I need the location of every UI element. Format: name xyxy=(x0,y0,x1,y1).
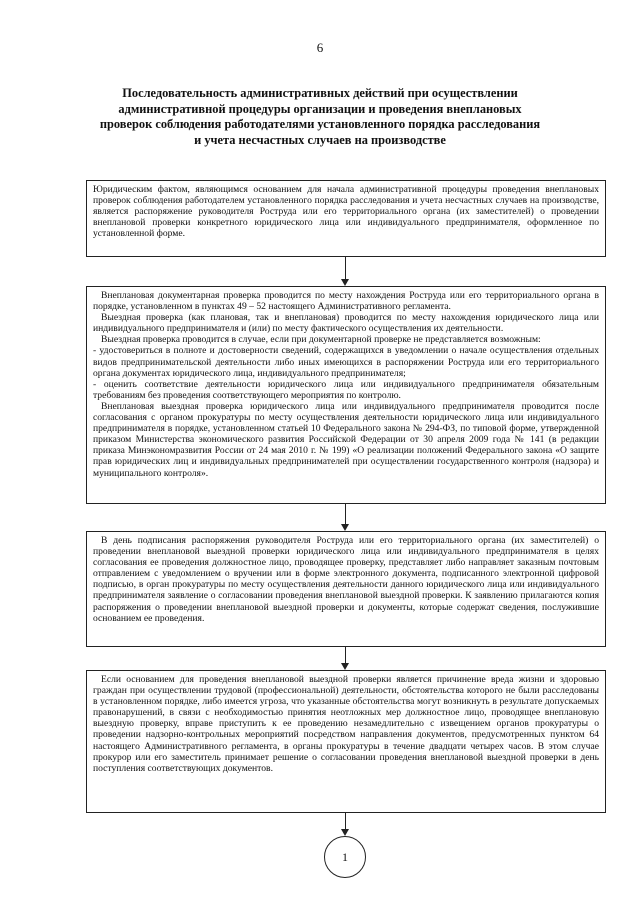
step-box-list-item: - удостовериться в полноте и достоверности сведений, содержащихся в уведомлении о начале осуществления отдельных видов предпринимательской деятельности либо иных имеющихся в распоряжении Роструда или его территориального органа документах юридического лица, индивидуального предпринимателя; xyxy=(93,345,599,379)
step-box-text: Если основанием для проведения внеплановой выездной проверки является причинение вреда жизни и здоровью граждан при осуществлении трудовой (профессиональной) деятельности, обстоятельства которого не были расследованы в установленном порядке, либо имеется угроза, что указанные обстоятельства могут возникнуть в результате допускаемых правонарушений, в связи с необходимостью принятия неотложных мер должностное лицо, проводящее внеплановую выездную проверку, вправе приступить к ее проведению незамедлительно с извещением органов прокуратуры о проведении надзорно-контрольных мероприятий посредством направления документов, предусмотренных пунктом 64 настоящего Административного регламента, в органы прокуратуры в течение двадцати четырех часов. В этом случае прокурор или его заместитель принимает решение о согласовании проведения внеплановой выездной проверки в день поступления соответствующих документов. xyxy=(93,674,599,774)
step-box-paragraph: Выездная проверка (как плановая, так и внеплановая) проводится по месту нахождения юридического лица или индивидуального предпринимателя и (или) по месту фактического осуществления их деятельности. xyxy=(93,312,599,335)
connector-label: 1 xyxy=(342,849,348,864)
flow-arrow-line xyxy=(345,647,346,663)
step-box-paragraph: Выездная проверка проводится в случае, если при документарной проверке не представляется возможным: xyxy=(101,334,541,346)
flow-arrow-line xyxy=(345,257,346,279)
step-box-list-item: - оценить соответствие деятельности юридического лица или индивидуального предпринимателя обязательным требованиям без проведения соответствующего мероприятия по контролю. xyxy=(93,378,599,401)
flow-arrow-head xyxy=(341,279,349,286)
flow-arrow-head xyxy=(341,663,349,670)
page-title: Последовательность административных действий при осуществлении административной процедуры организации и проведения внеплановых проверок соблюдения работодателями установленного порядка расследования и учета несчастных случаев на производстве xyxy=(99,86,541,147)
step-box-paragraph: Внеплановая документарная проверка проводится по месту нахождения Роструда или его территориального органа в порядке, установленном в пунктах 49 – 52 настоящего Административного регламента. xyxy=(93,290,599,313)
step-box-paragraph: Внеплановая выездная проверка юридического лица или индивидуального предпринимателя проводится после согласования с органом прокуратуры по месту осуществления деятельности юридического лица или индивидуального предпринимателя в порядке, установленном статьей 10 Федерального закона № 294-ФЗ, по типовой форме, утвержденной приказом Министерства экономического развития Российской Федерации от 30 апреля 2009 года № 141 (в редакции приказа Минэкономразвития России от 24 мая 2010 г. № 199) «О реализации положений Федерального закона «О защите прав юридических лиц и индивидуальных предпринимателей при осуществлении государственного контроля (надзора) и муниципального контроля». xyxy=(93,400,599,479)
flow-arrow-head xyxy=(341,829,349,836)
step-box-text: В день подписания распоряжения руководителя Роструда или его территориального органа (их заместителей) о проведении внеплановой выездной проверки юридического лица или индивидуального предпринимателя в целях согласования ее проведения должностное лицо, проводящее проверку, представляет либо направляет заказным почтовым отправлением с уведомлением о вручении или в форме электронного документа, подписанного электронной цифровой подписью, в орган прокуратуры по месту осуществления деятельности данного юридического лица или индивидуального предпринимателя заявление о согласовании проведения внеплановой выездной проверки. К заявлению прилагаются копия распоряжения о проведении внеплановой выездной проверки и документы, которые содержат сведения, послужившие основанием ее проведения. xyxy=(93,535,599,624)
step-box-legal-fact xyxy=(86,180,606,257)
step-box-prosecutor-approval xyxy=(86,531,606,647)
page-number: 6 xyxy=(316,40,324,55)
flow-arrow-line xyxy=(345,813,346,829)
step-box-urgent-inspection xyxy=(86,670,606,813)
flow-arrow-line xyxy=(345,504,346,524)
flow-arrow-head xyxy=(341,524,349,531)
step-box-text: Юридическим фактом, являющимся основанием для начала административной процедуры проведения внеплановых проверок соблюдения работодателем установленного порядка расследования и учета несчастных случаев на производстве, является распоряжение руководителя Роструда или его территориального органа (их заместителей) о проведении внеплановой проверки конкретного юридического лица или индивидуального предпринимателя, оформленное по установленной форме. xyxy=(93,184,599,240)
page-connector-circle xyxy=(324,836,366,878)
step-box-inspection-types xyxy=(86,286,606,504)
